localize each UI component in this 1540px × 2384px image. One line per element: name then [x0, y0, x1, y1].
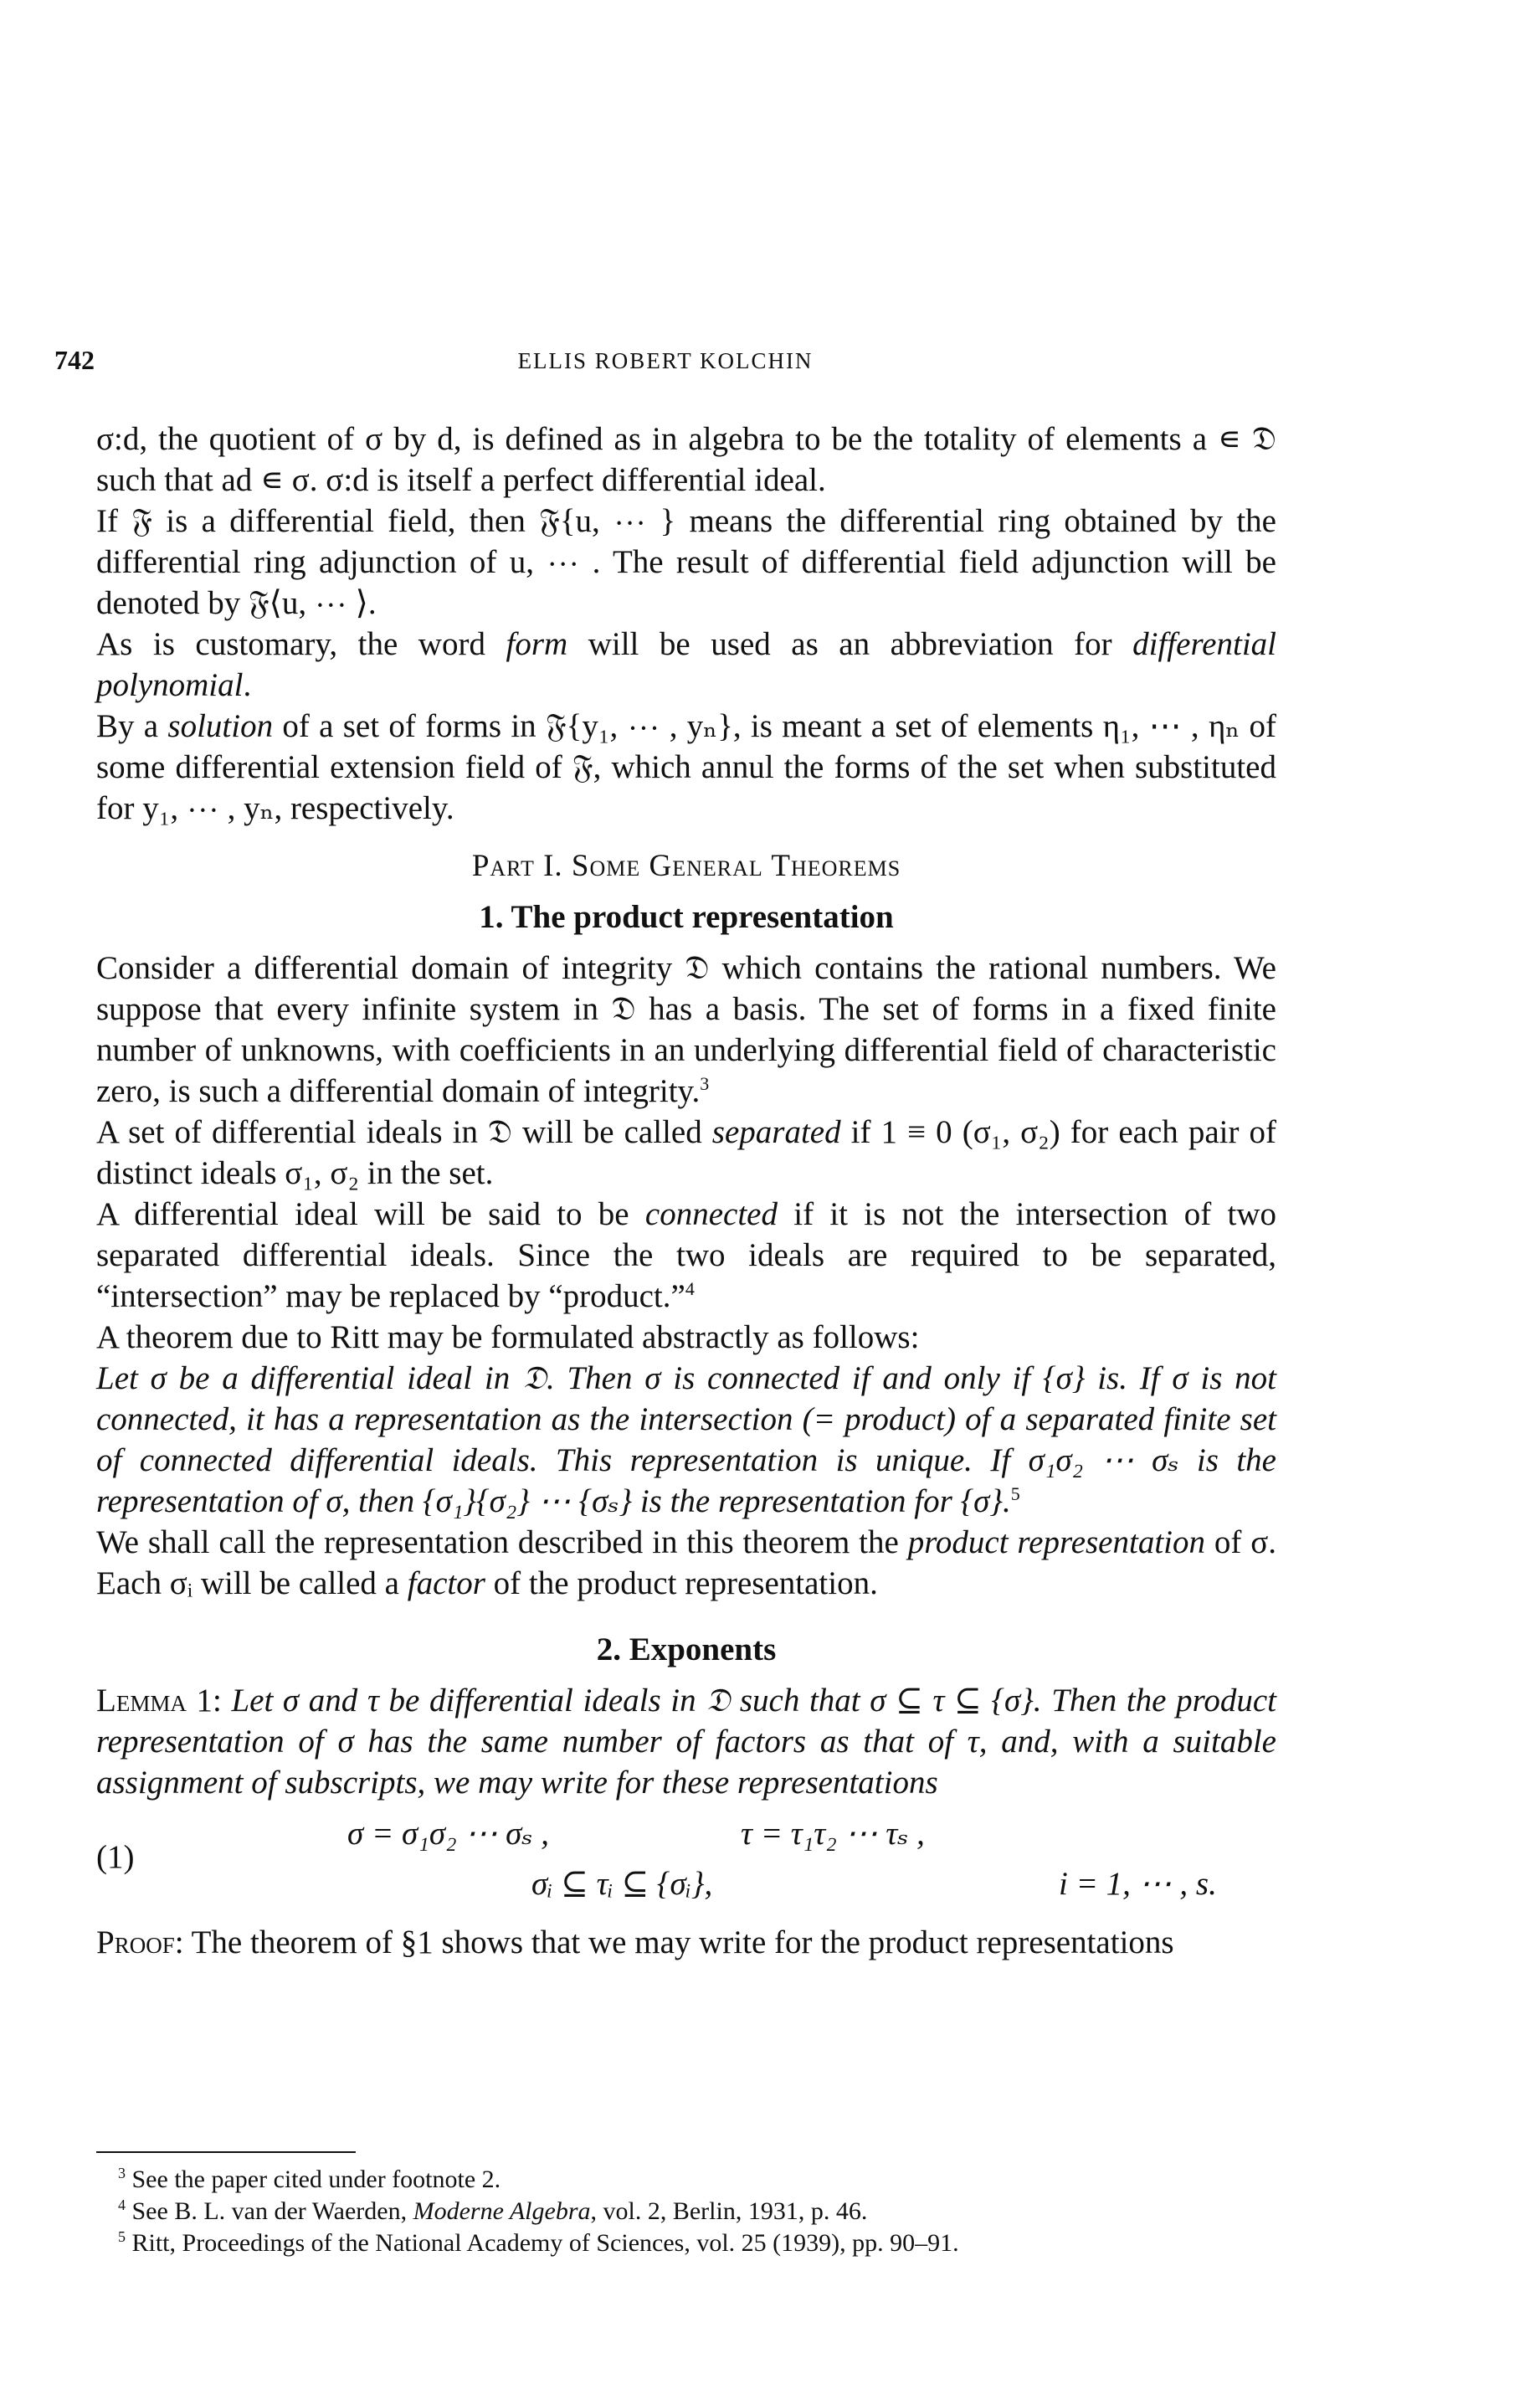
footnote-5: $^5$ Ritt, Proceedings of the National Academy of Sciences, vol. 25 (1939), pp. 90–91. — [118, 2228, 959, 2257]
paragraph-solution: By a solution of a set of forms in 𝔉{y₁, ⋯ , yₙ}, is meant a set of elements η₁, ⋯ , ηₙ of some differential extension field of 𝔉, which annul the forms of the set when substituted for y₁, ⋯ , yₙ, respectively. — [96, 708, 1276, 826]
footnote-rule — [96, 2151, 356, 2153]
footnotes — [96, 2164, 1276, 2259]
proof: Proof: The theorem of §1 shows that we may write for the product representations — [96, 1924, 1174, 1960]
theorem-ritt: Let σ be a differential ideal in 𝔇. Then σ is connected if and only if {σ} is. If σ is not connected, it has a representation as the intersection (= product) of a separated finite set of connected differential ideals. This representation is unique. If σ₁σ₂ ⋯ σₛ is the representation of σ, then {σ₁}{σ₂} ⋯ {σₛ} is the representation for {σ}.$^5$ — [96, 1360, 1276, 1519]
paragraph-quotient: σ:d, the quotient of σ by d, is defined as in algebra to be the totality of elements a ∊ 𝔇 such that ad ∊ σ. σ:d is itself a perfect differential ideal. — [96, 421, 1276, 498]
equation-sigma: σ = σ₁σ₂ ⋯ σₛ , — [347, 1816, 550, 1852]
paragraph-ritt-intro: A theorem due to Ritt may be formulated abstractly as follows: — [96, 1319, 920, 1355]
footnote-3: $^3$ See the paper cited under footnote 2. — [118, 2165, 501, 2193]
footnote-ref-3: 3 — [700, 1073, 710, 1094]
equation-label: (1) — [96, 1839, 135, 1875]
footnote-ref-4: 4 — [685, 1278, 695, 1299]
running-title: ELLIS ROBERT KOLCHIN — [517, 348, 814, 373]
equation-1 — [96, 1813, 1276, 1914]
equation-inclusion: σᵢ ⊆ τᵢ ⊆ {σᵢ}, — [531, 1866, 713, 1902]
section-2-title: 2. Exponents — [596, 1631, 777, 1667]
paragraph-adjunction: If 𝔉 is a differential field, then 𝔉{u, ⋯ } means the differential ring obtained by the differential ring adjunction of u, ⋯ . The result of differential field adjunction will be denoted by 𝔉⟨u, ⋯ ⟩. — [96, 503, 1276, 621]
section-1-title: 1. The product representation — [479, 899, 894, 935]
lemma-1: Lemma 1: Let σ and τ be differential ideals in 𝔇 such that σ ⊆ τ ⊆ {σ}. Then the product representation of σ has the same number of factors as that of τ, and, with a suitable assignment of subscripts, we may write for these representations — [96, 1683, 1276, 1801]
paragraph-form: As is customary, the word form will be used as an abbreviation for differential polynomial. — [96, 626, 1276, 703]
footnote-4: $^4$ See B. L. van der Waerden, Moderne Algebra, vol. 2, Berlin, 1931, p. 46. — [118, 2196, 868, 2225]
paragraph-product-representation: We shall call the representation described in this theorem the product representation of σ. Each σᵢ will be called a factor of the product representation. — [96, 1524, 1277, 1601]
paragraph-connected: A differential ideal will be said to be connected if it is not the intersection of two separated differential ideals. Since the two ideals are required to be separated, “intersection” may be replaced by “product.”$^4$ — [96, 1196, 1276, 1314]
equation-tau: τ = τ₁τ₂ ⋯ τₛ , — [741, 1816, 925, 1852]
footnote-ref-5: 5 — [1010, 1483, 1020, 1504]
part-heading: Part I. Some General Theorems — [471, 849, 901, 883]
page-header — [54, 345, 1276, 382]
page-number: 742 — [54, 345, 95, 375]
paragraph-domain: Consider a differential domain of integrity 𝔇 which contains the rational numbers. We suppose that every infinite system in 𝔇 has a basis. The set of forms in a fixed finite number of unknowns, with coefficients in an underlying differential field of characteristic zero, is such a differential domain of integrity.$^3$ — [96, 950, 1276, 1109]
page-body — [96, 419, 1276, 1963]
equation-range: i = 1, ⋯ , s. — [1059, 1866, 1217, 1902]
paragraph-separated: A set of differential ideals in 𝔇 will be called separated if 1 ≡ 0 (σ₁, σ₂) for each pair of distinct ideals σ₁, σ₂ in the set. — [96, 1114, 1276, 1191]
